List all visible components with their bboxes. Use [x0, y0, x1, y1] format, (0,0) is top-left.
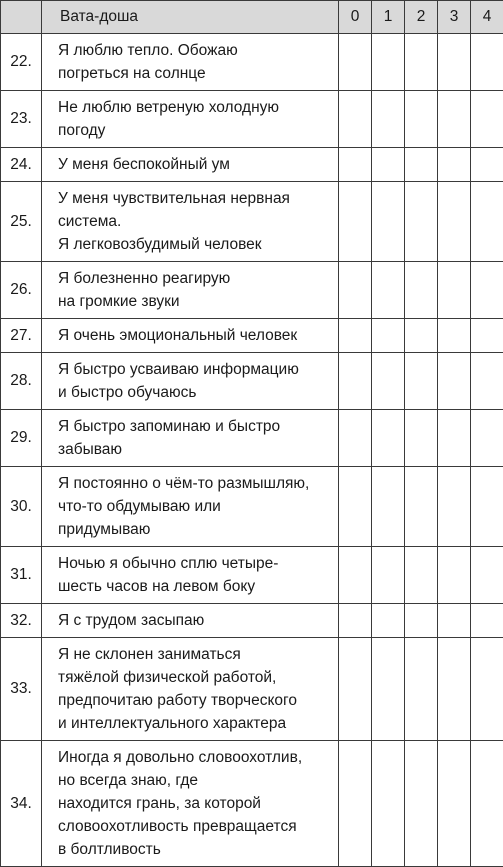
- score-cell-4[interactable]: [471, 547, 503, 604]
- question-number: 22.: [1, 34, 42, 91]
- question-text: [42, 467, 339, 547]
- question-text: [42, 34, 339, 91]
- score-cell-0[interactable]: [339, 741, 372, 867]
- score-cell-4[interactable]: [471, 182, 503, 262]
- question-text-line: Я быстро запоминаю и быстро: [58, 415, 330, 438]
- table-row: [1, 467, 503, 547]
- question-text: [42, 182, 339, 262]
- table-row: [1, 182, 503, 262]
- score-cell-0[interactable]: [339, 467, 372, 547]
- score-cell-2[interactable]: [405, 547, 438, 604]
- question-text: [42, 604, 339, 638]
- question-text: [42, 638, 339, 741]
- score-cell-1[interactable]: [372, 353, 405, 410]
- question-text-line: на громкие звуки: [58, 290, 330, 313]
- table-row: [1, 410, 503, 467]
- question-text-line: погреться на солнце: [58, 62, 330, 85]
- question-text-line: Ночью я обычно сплю четыре-: [58, 552, 330, 575]
- score-cell-2[interactable]: [405, 182, 438, 262]
- table-row: [1, 604, 503, 638]
- table-title: Вата-доша: [42, 1, 339, 34]
- score-cell-4[interactable]: [471, 410, 503, 467]
- score-cell-1[interactable]: [372, 410, 405, 467]
- score-cell-4[interactable]: [471, 604, 503, 638]
- question-text-line: и интеллектуального характера: [58, 712, 330, 735]
- question-text-line: словоохотливость превращается: [58, 815, 330, 838]
- score-header-2: 2: [405, 1, 438, 34]
- score-cell-3[interactable]: [438, 182, 471, 262]
- question-text-line: Я быстро усваиваю информацию: [58, 358, 330, 381]
- table-row: [1, 319, 503, 353]
- question-text-line: но всегда знаю, где: [58, 769, 330, 792]
- table-row: [1, 148, 503, 182]
- score-cell-3[interactable]: [438, 148, 471, 182]
- score-cell-0[interactable]: [339, 34, 372, 91]
- table-body: [1, 34, 503, 867]
- score-cell-0[interactable]: [339, 638, 372, 741]
- score-cell-1[interactable]: [372, 34, 405, 91]
- question-text-line: тяжёлой физической работой,: [58, 666, 330, 689]
- score-header-3: 3: [438, 1, 471, 34]
- question-text-line: У меня беспокойный ум: [58, 153, 330, 176]
- score-cell-4[interactable]: [471, 741, 503, 867]
- score-cell-0[interactable]: [339, 353, 372, 410]
- score-cell-1[interactable]: [372, 182, 405, 262]
- question-text: [42, 319, 339, 353]
- score-header-0: 0: [339, 1, 372, 34]
- score-cell-2[interactable]: [405, 604, 438, 638]
- score-cell-4[interactable]: [471, 148, 503, 182]
- score-cell-1[interactable]: [372, 148, 405, 182]
- header-row: [1, 1, 503, 34]
- score-cell-1[interactable]: [372, 467, 405, 547]
- question-number: 28.: [1, 353, 42, 410]
- score-cell-2[interactable]: [405, 319, 438, 353]
- question-number: 34.: [1, 741, 42, 867]
- score-cell-3[interactable]: [438, 319, 471, 353]
- score-cell-0[interactable]: [339, 547, 372, 604]
- question-number: 29.: [1, 410, 42, 467]
- score-cell-2[interactable]: [405, 410, 438, 467]
- question-text-line: Я легковозбудимый человек: [58, 233, 330, 256]
- question-text-line: погоду: [58, 119, 330, 142]
- score-cell-0[interactable]: [339, 182, 372, 262]
- header-num-cell: [1, 1, 42, 34]
- score-cell-4[interactable]: [471, 353, 503, 410]
- score-cell-0[interactable]: [339, 410, 372, 467]
- score-cell-2[interactable]: [405, 262, 438, 319]
- score-cell-3[interactable]: [438, 353, 471, 410]
- question-number: 31.: [1, 547, 42, 604]
- score-cell-2[interactable]: [405, 148, 438, 182]
- score-cell-1[interactable]: [372, 91, 405, 148]
- question-text: [42, 353, 339, 410]
- score-cell-3[interactable]: [438, 547, 471, 604]
- question-number: 33.: [1, 638, 42, 741]
- question-number: 24.: [1, 148, 42, 182]
- question-text-line: система.: [58, 210, 330, 233]
- question-text-line: Я с трудом засыпаю: [58, 609, 330, 632]
- score-cell-2[interactable]: [405, 91, 438, 148]
- score-cell-1[interactable]: [372, 262, 405, 319]
- question-number: 32.: [1, 604, 42, 638]
- question-text-line: и быстро обучаюсь: [58, 381, 330, 404]
- score-cell-4[interactable]: [471, 467, 503, 547]
- table-row: [1, 547, 503, 604]
- score-cell-0[interactable]: [339, 148, 372, 182]
- question-number: 25.: [1, 182, 42, 262]
- question-text-line: придумываю: [58, 518, 330, 541]
- score-cell-3[interactable]: [438, 262, 471, 319]
- score-cell-1[interactable]: [372, 741, 405, 867]
- score-cell-2[interactable]: [405, 638, 438, 741]
- question-text-line: Иногда я довольно словоохотлив,: [58, 746, 330, 769]
- table-row: [1, 34, 503, 91]
- score-header-4: 4: [471, 1, 503, 34]
- question-text: [42, 262, 339, 319]
- score-cell-2[interactable]: [405, 353, 438, 410]
- score-cell-4[interactable]: [471, 262, 503, 319]
- score-cell-4[interactable]: [471, 319, 503, 353]
- question-text: [42, 547, 339, 604]
- score-header-1: 1: [372, 1, 405, 34]
- question-number: 23.: [1, 91, 42, 148]
- score-cell-3[interactable]: [438, 34, 471, 91]
- score-cell-3[interactable]: [438, 638, 471, 741]
- question-text: [42, 91, 339, 148]
- score-cell-1[interactable]: [372, 319, 405, 353]
- score-cell-3[interactable]: [438, 91, 471, 148]
- question-text-line: Я не склонен заниматься: [58, 643, 330, 666]
- score-cell-3[interactable]: [438, 467, 471, 547]
- question-number: 26.: [1, 262, 42, 319]
- question-text-line: что-то обдумываю или: [58, 495, 330, 518]
- question-text-line: находится грань, за которой: [58, 792, 330, 815]
- question-text-line: предпочитаю работу творческого: [58, 689, 330, 712]
- score-cell-4[interactable]: [471, 34, 503, 91]
- question-text-line: забываю: [58, 438, 330, 461]
- score-cell-3[interactable]: [438, 741, 471, 867]
- score-cell-0[interactable]: [339, 91, 372, 148]
- question-text: [42, 148, 339, 182]
- table-row: [1, 741, 503, 867]
- question-text-line: Я постоянно о чём-то размышляю,: [58, 472, 330, 495]
- score-cell-3[interactable]: [438, 604, 471, 638]
- question-text-line: в болтливость: [58, 838, 330, 861]
- question-text-line: Я очень эмоциональный человек: [58, 324, 330, 347]
- question-number: 30.: [1, 467, 42, 547]
- question-text: [42, 741, 339, 867]
- question-number: 27.: [1, 319, 42, 353]
- score-cell-1[interactable]: [372, 638, 405, 741]
- score-cell-0[interactable]: [339, 262, 372, 319]
- score-cell-1[interactable]: [372, 547, 405, 604]
- score-cell-4[interactable]: [471, 91, 503, 148]
- table-row: [1, 353, 503, 410]
- table-row: [1, 262, 503, 319]
- question-text-line: шесть часов на левом боку: [58, 575, 330, 598]
- question-text-line: Не люблю ветреную холодную: [58, 96, 330, 119]
- score-cell-4[interactable]: [471, 638, 503, 741]
- table-row: [1, 638, 503, 741]
- question-text-line: Я люблю тепло. Обожаю: [58, 39, 330, 62]
- score-cell-3[interactable]: [438, 410, 471, 467]
- table-row: [1, 91, 503, 148]
- score-cell-2[interactable]: [405, 741, 438, 867]
- score-cell-2[interactable]: [405, 467, 438, 547]
- question-text: [42, 410, 339, 467]
- question-text-line: У меня чувствительная нервная: [58, 187, 330, 210]
- score-cell-0[interactable]: [339, 604, 372, 638]
- question-text-line: Я болезненно реагирую: [58, 267, 330, 290]
- score-cell-1[interactable]: [372, 604, 405, 638]
- score-cell-0[interactable]: [339, 319, 372, 353]
- score-cell-2[interactable]: [405, 34, 438, 91]
